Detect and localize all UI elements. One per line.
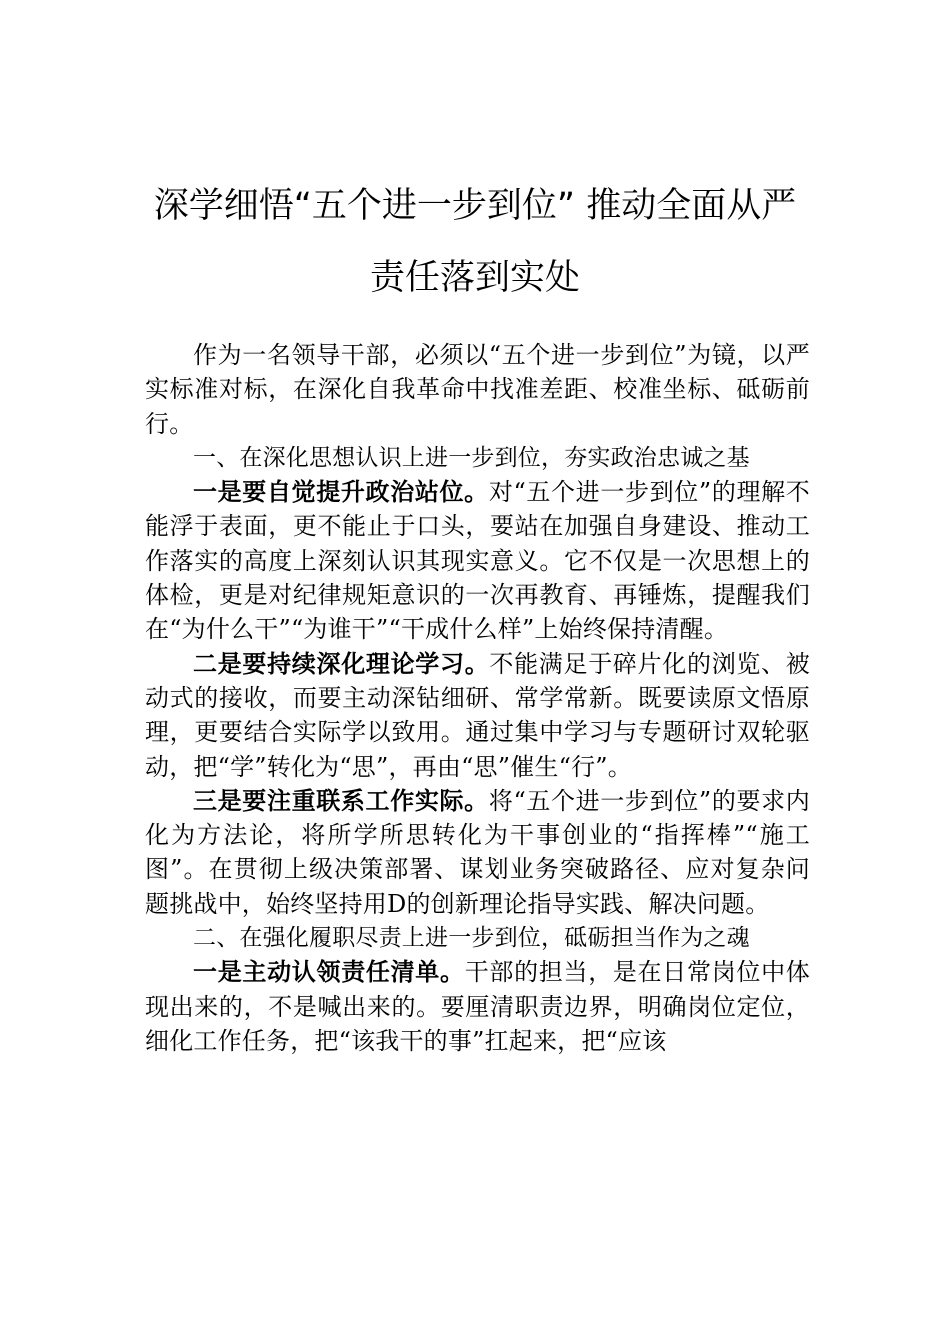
item-text: 干部的担当，是在日常岗位中体现出来的，不是喊出来的。要厘清职责边界，明确岗位定位，细化工作任务，把“该我干的事”扛起来，把“应该 xyxy=(145,958,810,1055)
item-text: 将“五个进一步到位”的要求内化为方法论，将所学所思转化为干事创业的“指挥棒”“施工图”。在贯彻上级决策部署、谋划业务突破路径、应对复杂问题挑战中，始终坚持用D的创新理论指导实践、解决问题。 xyxy=(145,786,811,918)
item-lead: 一是要自觉提升政治站位。 xyxy=(193,478,489,507)
document-body xyxy=(145,338,810,1058)
title-line-2: 责任落到实处 xyxy=(369,258,580,298)
section-1-item-2 xyxy=(145,647,810,784)
section-2-item-1 xyxy=(145,955,810,1058)
section-1-item-1 xyxy=(145,475,810,646)
title-line-1: 深学细悟“五个进一步到位” 推动全面从严 xyxy=(153,186,797,226)
item-lead: 一是主动认领责任清单。 xyxy=(193,958,465,987)
item-lead: 三是要注重联系工作实际。 xyxy=(193,786,489,815)
section-2-heading: 二、在强化履职尽责上进一步到位，砥砺担当作为之魂 xyxy=(193,925,750,952)
item-lead: 二是要持续深化理论学习。 xyxy=(193,649,490,678)
item-text: 对“五个进一步到位”的理解不能浮于表面，更不能止于口头，要站在加强自身建设、推动工作落实的高度上深刻认识其现实意义。它不仅是一次思想上的体检，更是对纪律规矩意识的一次再教育、再锤炼，提醒我们在“为什么干”“为谁干”“干成什么样”上始终保持清醒。 xyxy=(145,478,811,644)
document-title xyxy=(120,170,830,314)
section-1-heading: 一、在深化思想认识上进一步到位，夯实政治忠诚之基 xyxy=(193,444,750,471)
section-1-item-3 xyxy=(145,784,810,921)
intro-paragraph: 作为一名领导干部，必须以“五个进一步到位”为镜，以严实标准对标，在深化自我革命中找准差距、校准坐标、砥砺前行。 xyxy=(145,341,810,438)
item-text: 不能满足于碎片化的浏览、被动式的接收，而要主动深钻细研、常学常新。既要读原文悟原理，更要结合实际学以致用。通过集中学习与专题研讨双轮驱动，把“学”转化为“思”，再由“思”催生“行”。 xyxy=(145,649,810,781)
